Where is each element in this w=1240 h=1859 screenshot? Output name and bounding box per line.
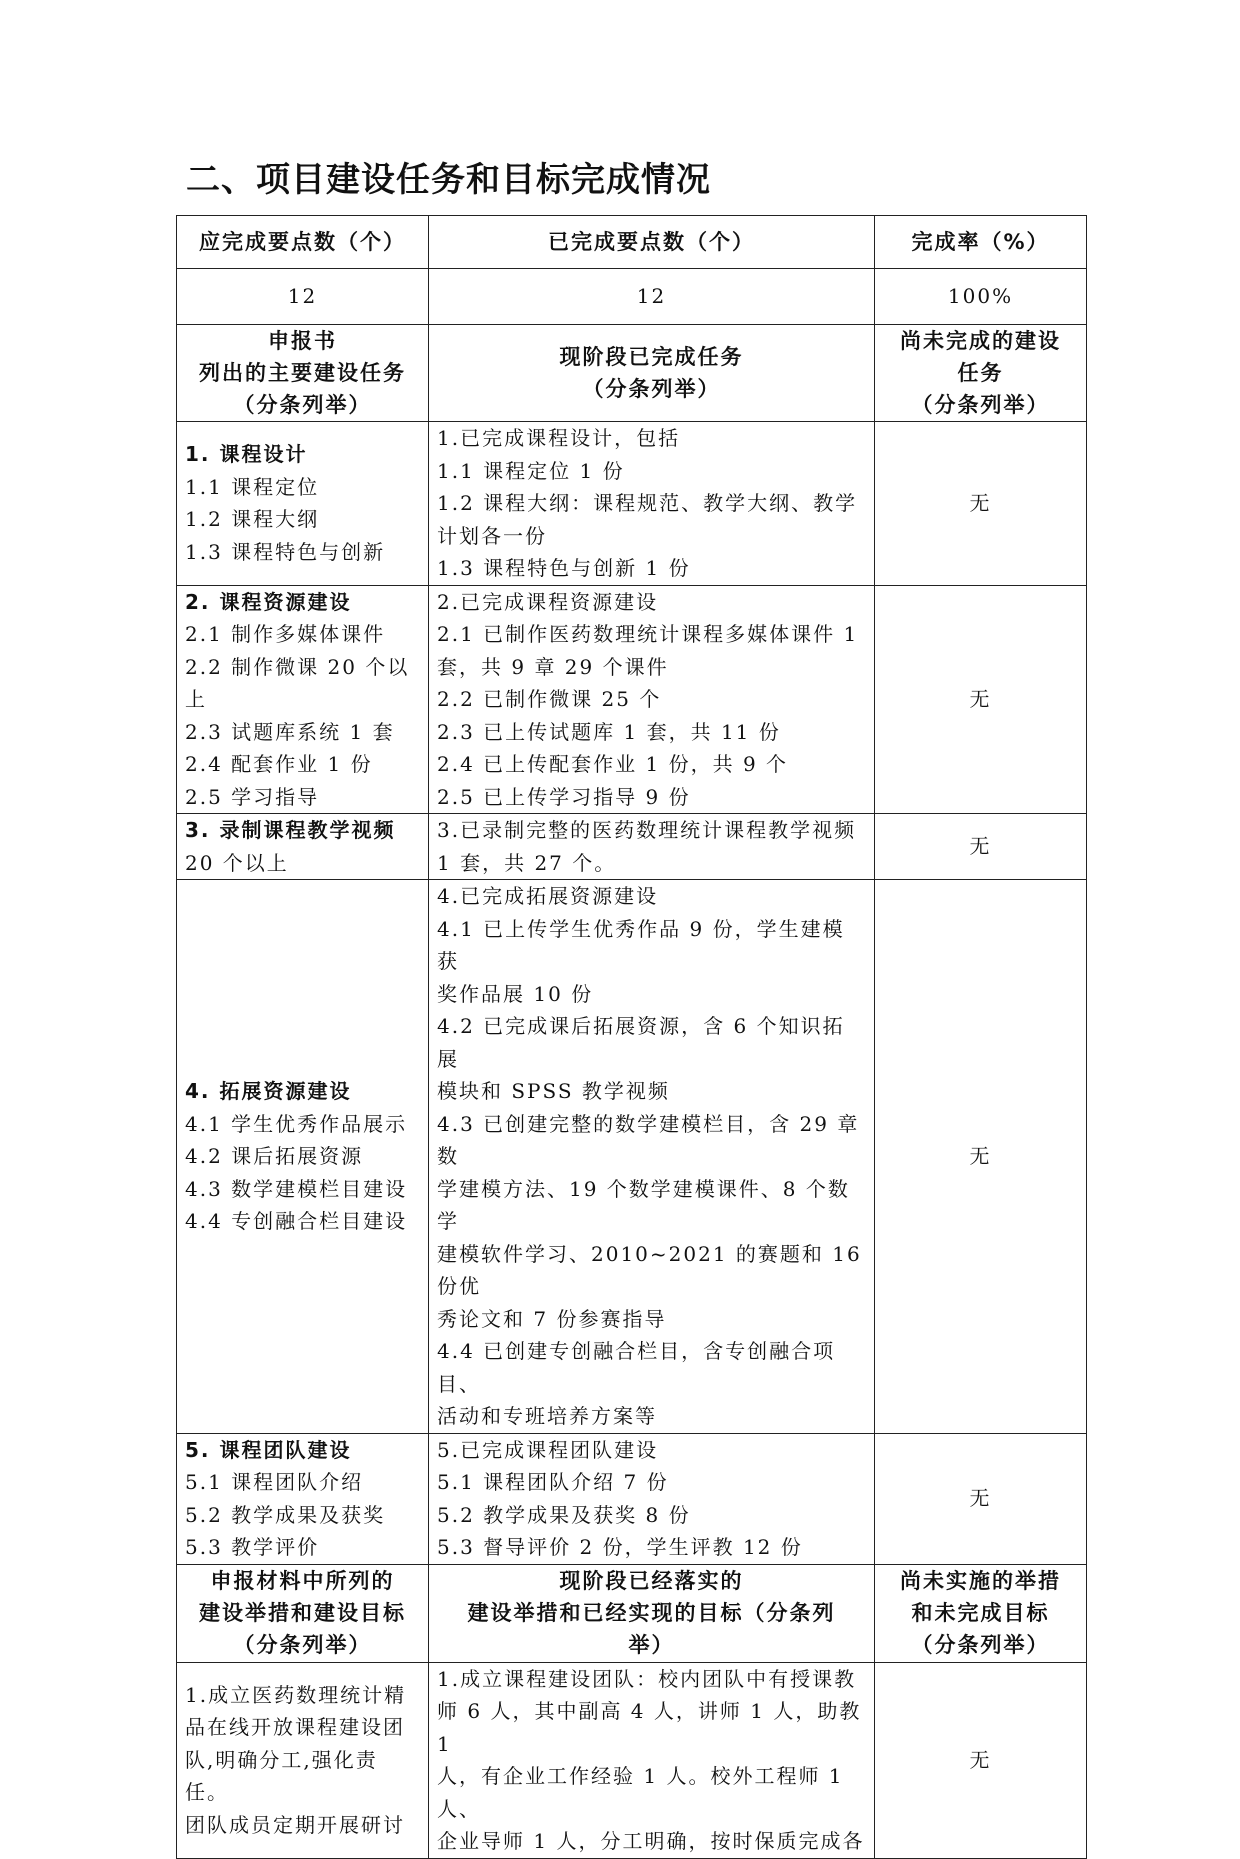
table-row [177, 1433, 1087, 1564]
tasks-header-planned: 申报书 列出的主要建设任务 （分条列举） [177, 325, 429, 422]
task-planned-cell: 1. 课程设计 1.1 课程定位 1.2 课程大纲 1.3 课程特色与创新 [177, 422, 429, 586]
measures-header-row [177, 1564, 1087, 1662]
task-done-cell: 5.已完成课程团队建设 5.1 课程团队介绍 7 份 5.2 教学成果及获奖 8 份 5.3 督导评价 2 份，学生评教 12 份 [429, 1433, 875, 1564]
task-done-cell: 3.已录制完整的医药数理统计课程教学视频 1 套，共 27 个。 [429, 814, 875, 880]
task-pending-cell: 无 [875, 880, 1087, 1434]
tasks-header-row [177, 325, 1087, 422]
table-row [177, 585, 1087, 814]
task-pending-cell: 无 [875, 1433, 1087, 1564]
table-row [177, 814, 1087, 880]
measure-planned-cell: 1.成立医药数理统计精 品在线开放课程建设团 队,明确分工,强化责任。 团队成员定期开展研讨 [177, 1662, 429, 1858]
value-completion-rate: 100% [875, 269, 1087, 325]
measure-pending-cell: 无 [875, 1662, 1087, 1858]
task-pending-cell: 无 [875, 585, 1087, 814]
task-done-cell: 2.已完成课程资源建设 2.1 已制作医药数理统计课程多媒体课件 1 套，共 9 章 29 个课件 2.2 已制作微课 25 个 2.3 已上传试题库 1 套，共 11 份 2.4 已上传配套作业 1 份，共 9 个 2.5 已上传学习指导 9 份 [429, 585, 875, 814]
measures-header-pending: 尚未实施的举措 和未完成目标 （分条列举） [875, 1564, 1087, 1662]
value-required-count: 12 [177, 269, 429, 325]
progress-table [176, 215, 1087, 1859]
table-row [177, 880, 1087, 1434]
task-planned-cell: 2. 课程资源建设 2.1 制作多媒体课件 2.2 制作微课 20 个以上 2.3 试题库系统 1 套 2.4 配套作业 1 份 2.5 学习指导 [177, 585, 429, 814]
measures-header-implemented: 现阶段已经落实的 建设举措和已经实现的目标（分条列 举） [429, 1564, 875, 1662]
table-row [177, 422, 1087, 586]
task-planned-cell: 3. 录制课程教学视频 20 个以上 [177, 814, 429, 880]
value-completed-count: 12 [429, 269, 875, 325]
measure-done-cell: 1.成立课程建设团队：校内团队中有授课教 师 6 人，其中副高 4 人，讲师 1 人，助教 1 人，有企业工作经验 1 人。校外工程师 1 人、 企业导师 1 人，分工明确，按时保质完成各 [429, 1662, 875, 1858]
table-row [177, 1662, 1087, 1858]
tasks-header-pending: 尚未完成的建设 任务 （分条列举） [875, 325, 1087, 422]
task-planned-cell: 4. 拓展资源建设 4.1 学生优秀作品展示 4.2 课后拓展资源 4.3 数学建模栏目建设 4.4 专创融合栏目建设 [177, 880, 429, 1434]
task-pending-cell: 无 [875, 814, 1087, 880]
header-required-count: 应完成要点数（个） [177, 216, 429, 269]
header-completed-count: 已完成要点数（个） [429, 216, 875, 269]
task-pending-cell: 无 [875, 422, 1087, 586]
tasks-header-completed: 现阶段已完成任务 （分条列举） [429, 325, 875, 422]
task-done-cell: 4.已完成拓展资源建设 4.1 已上传学生优秀作品 9 份，学生建模获 奖作品展 10 份 4.2 已完成课后拓展资源，含 6 个知识拓展 模块和 SPSS 教学视频 4.3 已创建完整的数学建模栏目，含 29 章数 学建模方法、19 个数学建模课件、8 个数学 建模软件学习、2010~2021 的赛题和 16 份优 秀论文和 7 份参赛指导 4.4 已创建专创融合栏目，含专创融合项目、 活动和专班培养方案等 [429, 880, 875, 1434]
task-done-cell: 1.已完成课程设计，包括 1.1 课程定位 1 份 1.2 课程大纲：课程规范、教学大纲、教学 计划各一份 1.3 课程特色与创新 1 份 [429, 422, 875, 586]
task-planned-cell: 5. 课程团队建设 5.1 课程团队介绍 5.2 教学成果及获奖 5.3 教学评价 [177, 1433, 429, 1564]
section-title: 二、项目建设任务和目标完成情况 [186, 160, 711, 200]
measures-header-planned: 申报材料中所列的 建设举措和建设目标 （分条列举） [177, 1564, 429, 1662]
summary-header-row [177, 216, 1087, 269]
header-completion-rate: 完成率（%） [875, 216, 1087, 269]
summary-value-row [177, 269, 1087, 325]
